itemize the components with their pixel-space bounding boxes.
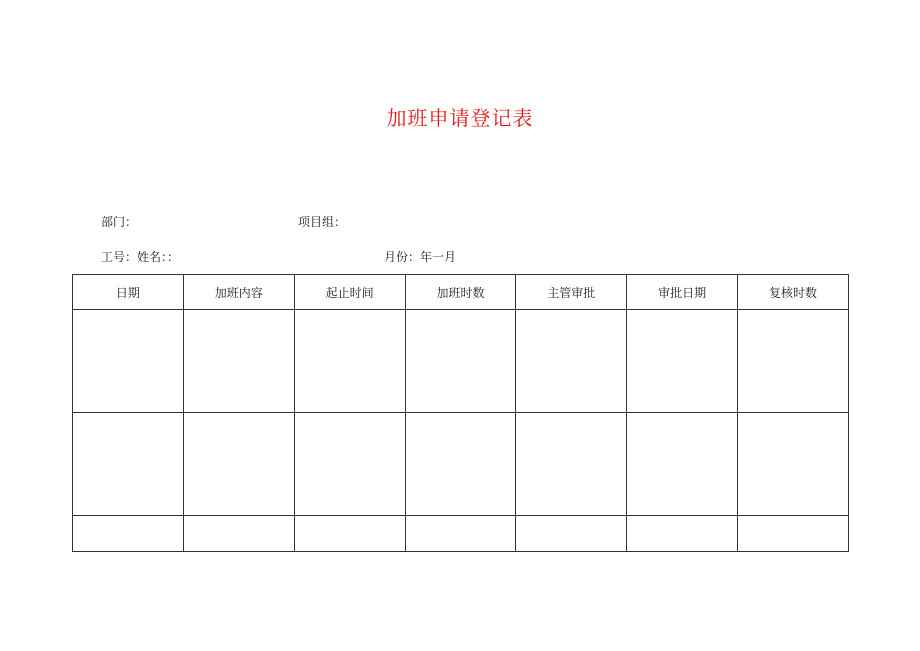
table-cell[interactable] [738, 516, 849, 552]
table-row [73, 516, 849, 552]
header-date: 日期 [73, 275, 184, 310]
overtime-register-table [72, 274, 849, 552]
header-verified-hours: 复核时数 [738, 275, 849, 310]
table-row [73, 310, 849, 413]
table-cell[interactable] [405, 310, 516, 413]
table-cell[interactable] [73, 516, 184, 552]
table-row [73, 413, 849, 516]
table-cell[interactable] [738, 413, 849, 516]
table-cell[interactable] [294, 310, 405, 413]
header-approval-date: 审批日期 [627, 275, 738, 310]
table-cell[interactable] [627, 413, 738, 516]
header-overtime-hours: 加班时数 [405, 275, 516, 310]
project-group-label: 项目组： [298, 215, 347, 229]
table-cell[interactable] [183, 413, 294, 516]
employee-id-name-label: 工号：姓名：： [101, 250, 180, 264]
table-header-row [73, 275, 849, 310]
table-cell[interactable] [183, 516, 294, 552]
header-supervisor-approval: 主管审批 [516, 275, 627, 310]
table-cell[interactable] [738, 310, 849, 413]
table-cell[interactable] [183, 310, 294, 413]
table-cell[interactable] [294, 413, 405, 516]
header-overtime-content: 加班内容 [183, 275, 294, 310]
header-start-end-time: 起止时间 [294, 275, 405, 310]
table-cell[interactable] [516, 310, 627, 413]
table-cell[interactable] [405, 516, 516, 552]
table-cell[interactable] [73, 413, 184, 516]
table-cell[interactable] [405, 413, 516, 516]
table-cell[interactable] [516, 516, 627, 552]
table-cell[interactable] [516, 413, 627, 516]
table-cell[interactable] [294, 516, 405, 552]
table-cell[interactable] [627, 310, 738, 413]
document-title: 加班申请登记表 [386, 106, 534, 130]
table-cell[interactable] [627, 516, 738, 552]
department-label: 部门： [101, 215, 138, 229]
table-cell[interactable] [73, 310, 184, 413]
month-label: 月份：年一月 [384, 250, 457, 264]
